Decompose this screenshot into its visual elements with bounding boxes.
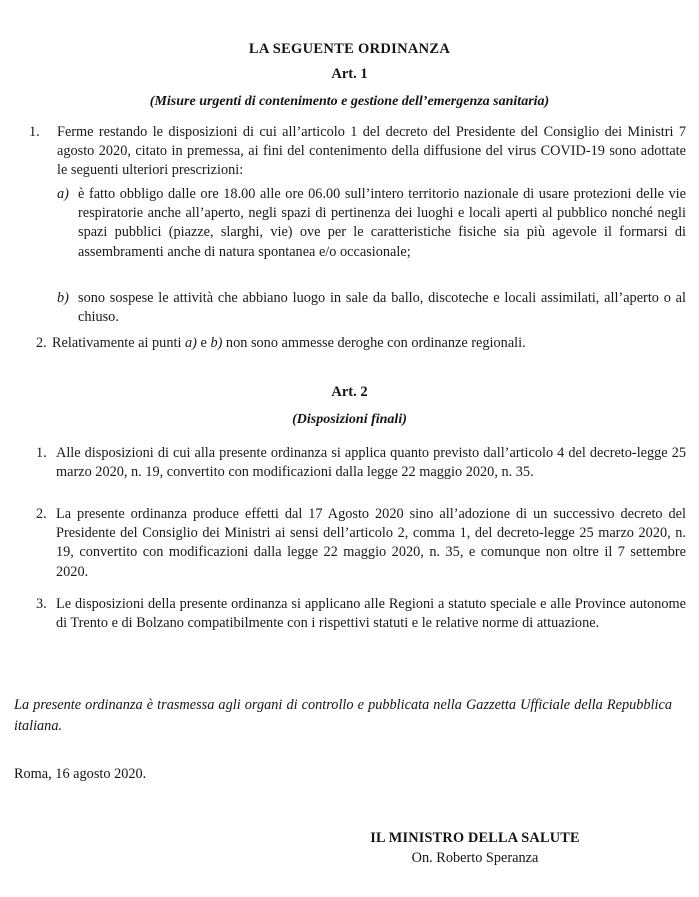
article-1-point-2 <box>36 334 686 353</box>
article-2-point-2-text: La presente ordinanza produce effetti dal 17 Agosto 2020 sino all’adozione di un successivo decreto del Presidente del Consiglio dei Ministri ai sensi dell’articolo 2, comma 1, del decreto-legge 25 marzo 2020, n. 19, convertito con modificazioni dalla legge 22 maggio 2020, n. 35, e comunque non oltre il 7 settembre 2020. <box>56 506 686 580</box>
place-and-date: Roma, 16 agosto 2020. <box>14 766 147 782</box>
article-1-point-1b-marker: b) <box>57 290 69 306</box>
closing-paragraph: La presente ordinanza è trasmessa agli organi di controllo e pubblicata nella Gazzetta Ufficiale della Repubblica italiana. <box>14 697 672 734</box>
article-2-point-1-marker: 1. <box>36 445 47 461</box>
article-2-point-2-marker: 2. <box>36 506 47 522</box>
article-1-subtitle: (Misure urgenti di contenimento e gestione dell’emergenza sanitaria) <box>149 94 550 109</box>
segment-text: non sono ammesse deroghe con ordinanze regionali. <box>222 335 526 351</box>
signature-block <box>280 828 670 868</box>
article-1-point-1a-text: è fatto obbligo dalle ore 18.00 alle ore 06.00 sull’intero territorio nazionale di usare protezioni delle vie respiratorie anche all’aperto, negli spazi di pertinenza dei luoghi e locali aperti al pubblico nonché negli spazi pubblici (piazze, slarghi, vie) ove per le caratteristiche fisiche sia più agevole il formarsi di assembramenti anche di natura spontanea e/o occasionale; <box>78 186 686 260</box>
article-2-point-3-marker: 3. <box>36 596 47 612</box>
article-2-subtitle: (Disposizioni finali) <box>292 412 407 427</box>
segment-text-italic: a) <box>185 335 197 351</box>
article-1-point-2-marker: 2. <box>36 335 47 351</box>
article-2-point-3-text: Le disposizioni della presente ordinanza si applicano alle Regioni a statuto speciale e alle Province autonome di Trento e di Bolzano compatibilmente con i rispettivi statuti e le relative norme di attuazione. <box>56 596 686 632</box>
article-2-number: Art. 2 <box>331 384 368 400</box>
article-1-point-1b <box>57 289 686 327</box>
article-1-point-1a-marker: a) <box>57 186 69 202</box>
article-1-number: Art. 1 <box>331 66 368 82</box>
article-1-point-1a <box>57 185 686 262</box>
article-2-point-1 <box>36 444 686 482</box>
segment-text-italic: b) <box>210 335 223 351</box>
document-heading: LA SEGUENTE ORDINANZA <box>248 41 451 57</box>
article-2-point-1-text: Alle disposizioni di cui alla presente ordinanza si applica quanto previsto dall’articolo 4 del decreto-legge 25 marzo 2020, n. 19, convertito con modificazioni dalla legge 22 maggio 2020, n. 35. <box>56 445 686 481</box>
article-1-point-1-marker: 1. <box>29 124 40 140</box>
article-2-point-2 <box>36 505 686 582</box>
article-1-point-1 <box>29 123 686 181</box>
article-1-point-2-text <box>52 334 686 353</box>
signature-name: On. Roberto Speranza <box>411 850 539 866</box>
article-1-point-1b-text: sono sospese le attività che abbiano luogo in sale da ballo, discoteche e locali assimilati, all’aperto o al chiuso. <box>78 290 686 326</box>
signature-title: IL MINISTRO DELLA SALUTE <box>370 830 580 846</box>
segment-text: e <box>196 335 211 351</box>
segment-text: Relativamente ai punti <box>52 335 186 351</box>
article-1-point-1-text: Ferme restando le disposizioni di cui all’articolo 1 del decreto del Presidente del Consiglio dei Ministri 7 agosto 2020, citato in premessa, ai fini del contenimento della diffusione del virus COVID-19 sono adottate le seguenti ulteriori prescrizioni: <box>57 124 686 179</box>
article-2-point-3 <box>36 595 686 633</box>
